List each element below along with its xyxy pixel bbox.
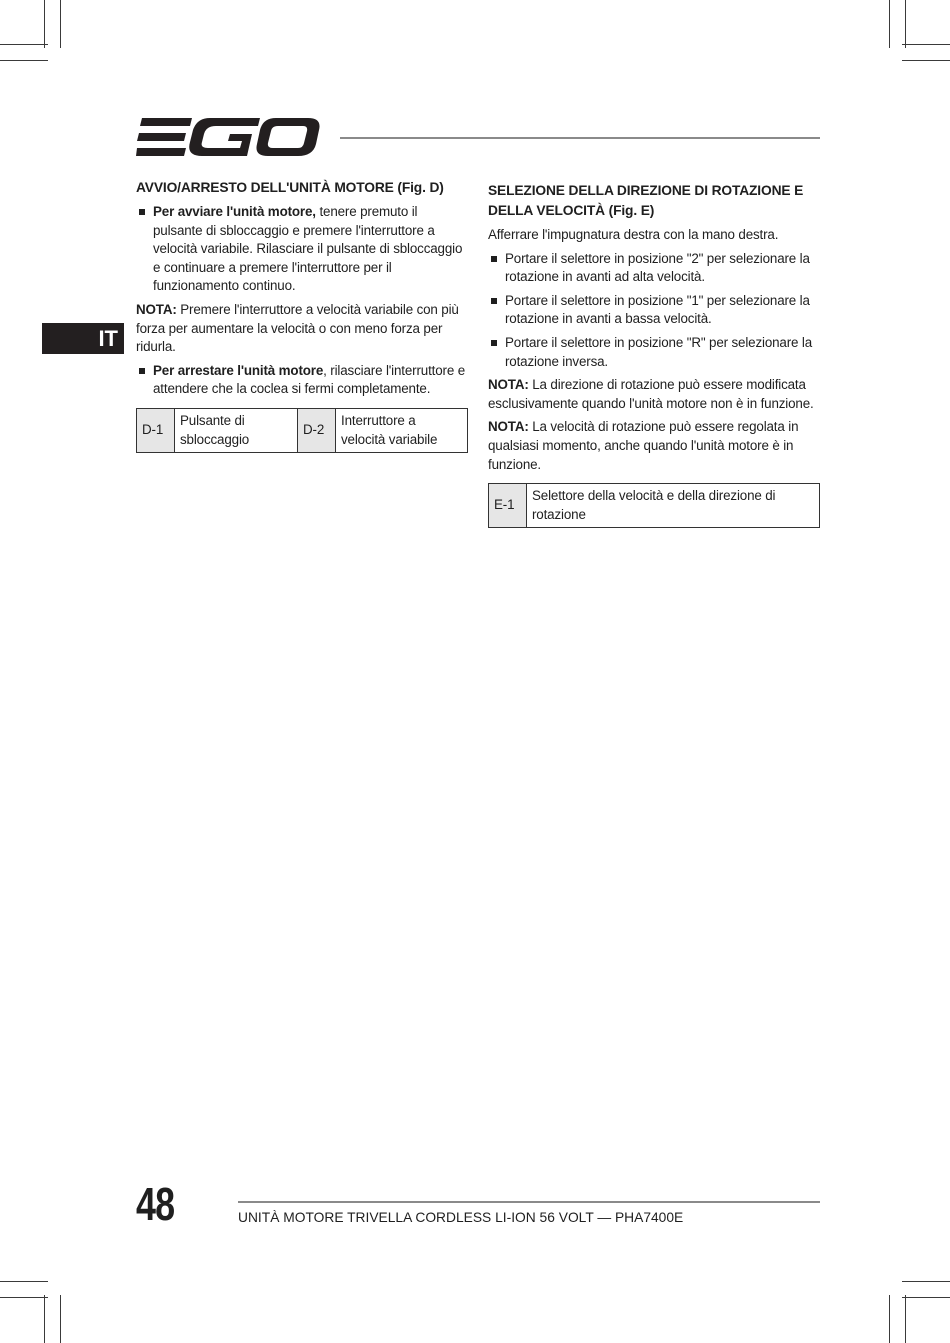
bullet-square-icon (139, 368, 145, 374)
list-item (488, 292, 820, 329)
crop-mark (902, 44, 950, 45)
bullet-text: tenere premuto il pulsante di sbloccaggio e premere l'interruttore a velocità variabile. Rilasciare il pulsante di sbloccaggio e continuare a premere l'interruttore per il funzionamento continuo. (153, 204, 463, 294)
note-paragraph (136, 301, 468, 357)
crop-mark (905, 1295, 906, 1343)
bullet-bold-lead: Per avviare l'unità motore, (153, 204, 316, 219)
table-row (137, 408, 468, 452)
bullet-square-icon (491, 340, 497, 346)
list-item (488, 250, 820, 287)
header-rule (340, 137, 820, 139)
section-title-start-stop: AVVIO/ARRESTO DELL'UNITÀ MOTORE (Fig. D) (136, 180, 444, 195)
crop-mark (902, 1297, 950, 1298)
crop-mark (44, 1295, 45, 1343)
footer-title: UNITÀ MOTORE TRIVELLA CORDLESS LI-ION 56 VOLT — PHA7400E (238, 1210, 684, 1225)
crop-mark (902, 60, 950, 61)
legend-label: Interruttore a velocità variabile (336, 408, 468, 452)
section-title-direction-speed: SELEZIONE DELLA DIREZIONE DI ROTAZIONE E DELLA VELOCITÀ (Fig. E) (488, 183, 804, 218)
crop-mark (905, 0, 906, 48)
note-paragraph (488, 376, 820, 413)
bullet-text: , rilasciare l'interruttore e attendere che la coclea si fermi completamente. (153, 362, 465, 397)
legend-table-d (136, 408, 468, 453)
crop-mark (0, 44, 48, 45)
note-label: NOTA: (136, 301, 177, 317)
note-text: La direzione di rotazione può essere modificata esclusivamente quando l'unità motore non è in funzione. (488, 377, 814, 411)
note-label: NOTA: (488, 419, 529, 435)
language-tab: IT (42, 323, 124, 354)
footer-rule (238, 1201, 820, 1203)
list-item (488, 334, 820, 371)
table-row (489, 484, 820, 528)
bullet-text: Portare il selettore in posizione "2" per selezionare la rotazione in avanti ad alta velocità. (505, 250, 810, 285)
left-column (136, 178, 468, 453)
note-text: Premere l'interruttore a velocità variabile con più forza per aumentare la velocità o con meno forza per ridurla. (136, 301, 459, 355)
crop-mark (889, 0, 890, 48)
legend-code: D-2 (298, 408, 336, 452)
legend-label: Selettore della velocità e della direzione di rotazione (527, 484, 820, 528)
legend-table-e (488, 483, 820, 528)
crop-mark (60, 1295, 61, 1343)
crop-mark (0, 1281, 48, 1282)
bullet-text: Portare il selettore in posizione "R" per selezionare la rotazione inversa. (505, 334, 813, 369)
ego-logo (136, 116, 320, 158)
list-item-start (136, 203, 468, 296)
bullet-square-icon (491, 298, 497, 304)
note-text: La velocità di rotazione può essere regolata in qualsiasi momento, anche quando l'unità motore è in funzione. (488, 419, 799, 472)
legend-code: E-1 (489, 484, 527, 528)
page-number: 48 (136, 1178, 175, 1230)
crop-mark (0, 60, 48, 61)
crop-mark (902, 1281, 950, 1282)
right-column (488, 181, 820, 528)
note-paragraph (488, 418, 820, 474)
intro-paragraph: Afferrare l'impugnatura destra con la mano destra. (488, 227, 779, 242)
note-label: NOTA: (488, 377, 529, 393)
crop-mark (60, 0, 61, 48)
bullet-bold-lead: Per arrestare l'unità motore (153, 362, 324, 378)
legend-label: Pulsante di sbloccaggio (175, 408, 298, 452)
crop-mark (0, 1297, 48, 1298)
crop-mark (889, 1295, 890, 1343)
crop-mark (44, 0, 45, 48)
bullet-text: Portare il selettore in posizione "1" per selezionare la rotazione in avanti a bassa velocità. (505, 292, 810, 327)
legend-code: D-1 (137, 408, 175, 452)
bullet-square-icon (491, 256, 497, 262)
list-item-stop (136, 362, 468, 399)
bullet-square-icon (139, 209, 145, 215)
